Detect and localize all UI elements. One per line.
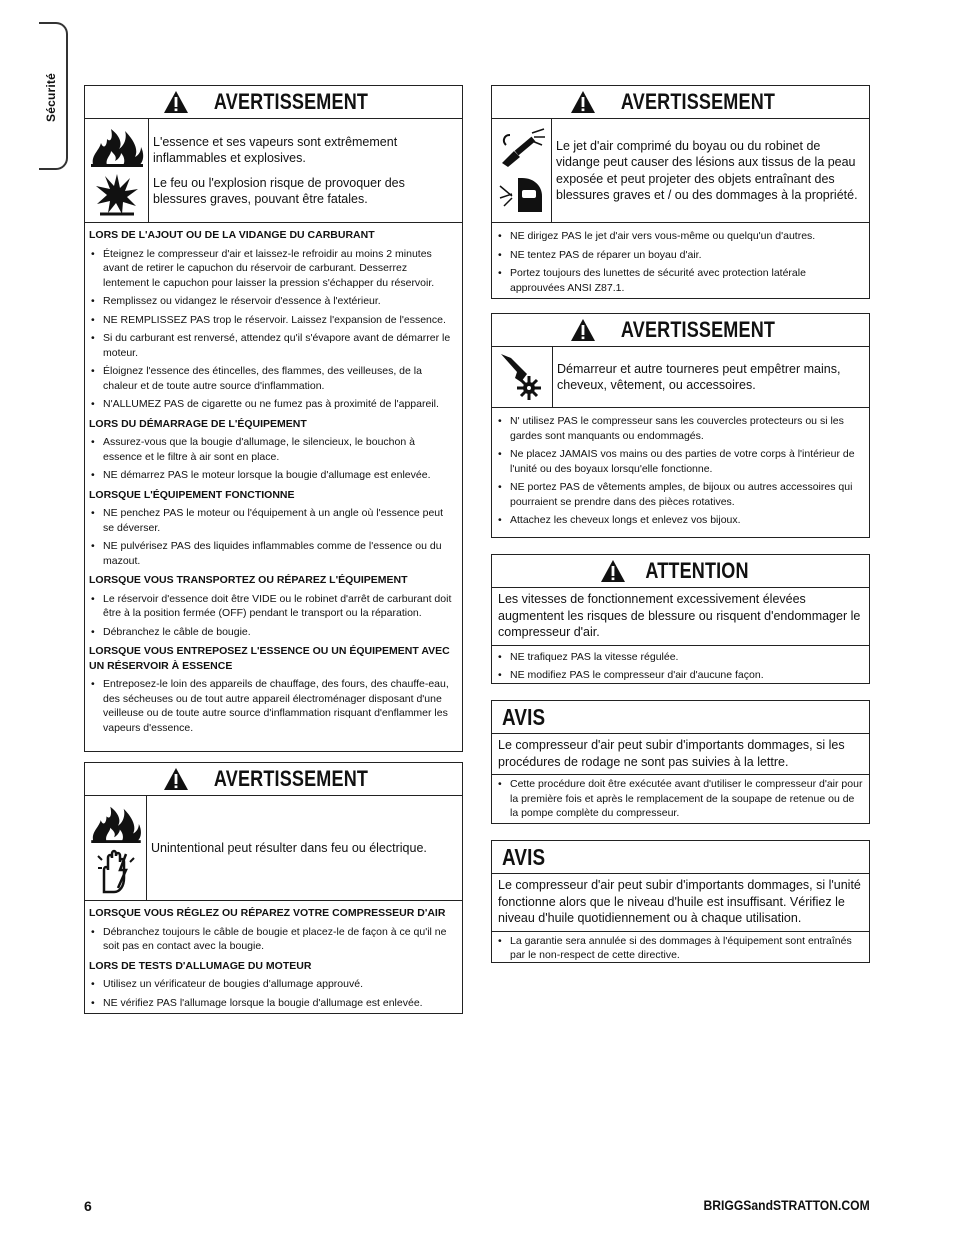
list-item: • N' utilisez PAS le compresseur sans les couvercles protecteurs ou si les gardes sont manquants ou endommagés. (496, 414, 863, 443)
instructions (492, 932, 869, 972)
warning-title: AVERTISSEMENT (620, 317, 775, 342)
section-heading: LORSQUE VOUS ENTREPOSEZ L'ESSENCE OU UN ÉQUIPEMENT AVEC UN RÉSERVOIR À ESSENCE (89, 645, 450, 672)
list-item: • Si du carburant est renversé, attendez qu'il s'évapore avant de démarrer le moteur. (89, 331, 456, 360)
list-item: • NE démarrez PAS le moteur lorsque la bougie d'allumage est enlevée. (89, 468, 456, 483)
list-item: • NE pulvérisez PAS des liquides inflammables comme de l'essence ou du mazout. (89, 539, 456, 568)
fire-icon (89, 125, 145, 167)
list-item: • Ne placez JAMAIS vos mains ou des parties de votre corps à l'intérieur de l'unité ou des boyaux lorsqu'elle fonctionne. (496, 447, 863, 476)
air-hose-icon (498, 127, 546, 167)
warning-triangle-icon (570, 90, 596, 114)
notice-text: Le compresseur d'air peut subir d'importants dommages, si l'unité fonctionne alors que le niveau d'huile est insuffisant. Vérifiez le niveau d'huile quotidiennement ou à chaque utilisation. (492, 874, 869, 932)
list-item: • Entreposez-le loin des appareils de chauffage, des fours, des chauffe-eau, des sécheuses ou de tout autre appareil électroménager disposant d'une veilleuse ou de toute autre source d'inflammation risquant d'enflammer les vapeurs d'essence. (89, 677, 456, 735)
hazard-text: L'essence et ses vapeurs sont extrêmement inflammables et explosives. (153, 134, 398, 165)
hazard-text: Unintentional peut résulter dans feu ou électrique. (151, 840, 427, 855)
warning-title: AVERTISSEMENT (620, 89, 775, 114)
warning-triangle-icon (600, 559, 626, 583)
section-heading: LORS DE L'AJOUT OU DE LA VIDANGE DU CARBURANT (89, 229, 375, 241)
list-item: • Portez toujours des lunettes de sécurité avec protection latérale approuvées ANSI Z87.1. (496, 266, 863, 295)
list-item: • Remplissez ou vidangez le réservoir d'essence à l'extérieur. (89, 294, 456, 309)
notice-header (492, 701, 869, 734)
notice-title: AVIS (502, 703, 546, 730)
warning-header (85, 763, 462, 796)
list-item: • NE vérifiez PAS l'allumage lorsque la bougie d'allumage est enlevée. (89, 996, 456, 1011)
notice-header (492, 841, 869, 874)
list-item: • Cette procédure doit être exécutée avant d'utiliser le compresseur d'air pour la première fois et après le remplacement de la soupape de retenue ou de la pompe complète du compresseur. (496, 777, 863, 821)
list-item: • La garantie sera annulée si des dommages à l'équipement sont entraînés par le non-respect de cette directive. (496, 934, 863, 963)
warning-header (492, 86, 869, 119)
list-item: • Éloignez l'essence des étincelles, des flammes, des veilleuses, de la chaleur et de toute autre source d'inflammation. (89, 364, 456, 393)
hazard-text: Le jet d'air comprimé du boyau ou du robinet de vidange peut causer des lésions aux tissus de la peau exposée et peut projeter des objets entraînant des blessures graves et / ou des dommages à la propriété. (556, 138, 858, 202)
list-item: • Attachez les cheveux longs et enlevez vos bijoux. (496, 513, 863, 528)
instructions (85, 901, 462, 1019)
list-item: • Le réservoir d'essence doit être VIDE ou le robinet d'arrêt de carburant doit être à la position fermée (OFF) pendant le transport ou la réparation. (89, 592, 456, 621)
notice-oil-panel (491, 840, 870, 963)
notice-title: AVIS (502, 843, 546, 870)
warning-moving-parts-panel (491, 313, 870, 538)
fire-icon (89, 803, 143, 843)
warning-title: AVERTISSEMENT (213, 766, 368, 791)
caution-header (492, 555, 869, 588)
website-link[interactable]: BRIGGSandSTRATTON.COM (703, 1198, 870, 1213)
instructions (85, 223, 462, 744)
section-heading: LORSQUE VOUS RÉGLEZ OU RÉPAREZ VOTRE COMPRESSEUR D'AIR (89, 907, 446, 919)
instructions (492, 646, 869, 692)
notice-text: Le compresseur d'air peut subir d'importants dommages, si les procédures de rodage ne sont pas suivies à la lettre. (492, 734, 869, 775)
list-item: • Utilisez un vérificateur de bougies d'allumage approuvé. (89, 977, 456, 992)
list-item: • NE portez PAS de vêtements amples, de bijoux ou autres accessoires qui pourraient se prendre dans des pièces rotatives. (496, 480, 863, 509)
warning-fuel-panel (84, 85, 463, 752)
section-heading: LORS DU DÉMARRAGE DE L'ÉQUIPEMENT (89, 417, 307, 430)
warning-title: AVERTISSEMENT (213, 89, 368, 114)
list-item: • N'ALLUMEZ PAS de cigarette ou ne fumez pas à proximité de l'appareil. (89, 397, 456, 412)
hazard-text: Le feu ou l'explosion risque de provoquer des blessures graves, pouvant être fatales. (153, 175, 405, 206)
warning-header (492, 314, 869, 347)
list-item: • NE penchez PAS le moteur ou l'équipement à un angle où l'essence peut se déverser. (89, 506, 456, 535)
list-item: • Débranchez toujours le câble de bougie et placez-le de façon à ce qu'il ne soit pas en contact avec la bougie. (89, 925, 456, 954)
list-item: • NE tentez PAS de réparer un boyau d'air. (496, 248, 863, 263)
electric-shock-icon (96, 848, 136, 894)
list-item: • Débranchez le câble de bougie. (89, 625, 456, 640)
warning-triangle-icon (163, 767, 189, 791)
hazard-text: Les vitesses de fonctionnement excessivement élevées augmentent les risques de blessure ou risquent d'endommager le compresseur d'air. (492, 588, 869, 646)
notice-break-in-panel (491, 700, 870, 824)
list-item: • Assurez-vous que la bougie d'allumage, le silencieux, le bouchon à essence et le filtre à air sont en place. (89, 435, 456, 464)
list-item: • Éteignez le compresseur d'air et laissez-le refroidir au moins 2 minutes avant de retirer le capuchon du réservoir de carburant. Desserrez lentement le capuchon pour laisser la pression s'échapper du réservoir. (89, 247, 456, 291)
list-item: • NE modifiez PAS le compresseur d'air d'aucune façon. (496, 668, 863, 683)
warning-triangle-icon (163, 90, 189, 114)
entanglement-icon (499, 352, 545, 402)
list-item: • NE trafiquez PAS la vitesse régulée. (496, 650, 863, 665)
section-heading: LORSQUE VOUS TRANSPORTEZ OU RÉPAREZ L'ÉQUIPEMENT (89, 574, 408, 586)
instructions (492, 408, 869, 537)
instructions (492, 775, 869, 830)
section-tab-label: Sécurité (44, 73, 58, 122)
section-heading: LORSQUE L'ÉQUIPEMENT FONCTIONNE (89, 488, 295, 501)
warning-ignition-panel (84, 762, 463, 1014)
warning-header (85, 86, 462, 119)
caution-title: ATTENTION (645, 558, 750, 583)
explosion-icon (94, 172, 140, 216)
section-heading: LORS DE TESTS D'ALLUMAGE DU MOTEUR (89, 959, 312, 972)
eye-protection-icon (498, 174, 546, 214)
hazard-text: Démarreur et autre tourneres peut empêtrer mains, cheveux, vêtement, ou accessoires. (557, 361, 841, 392)
caution-speed-panel (491, 554, 870, 684)
warning-triangle-icon (570, 318, 596, 342)
warning-air-jet-panel (491, 85, 870, 299)
instructions (492, 223, 869, 304)
list-item: • NE REMPLISSEZ PAS trop le réservoir. Laissez l'expansion de l'essence. (89, 313, 456, 328)
page-number: 6 (84, 1198, 92, 1214)
list-item: • NE dirigez PAS le jet d'air vers vous-même ou quelqu'un d'autres. (496, 229, 863, 244)
